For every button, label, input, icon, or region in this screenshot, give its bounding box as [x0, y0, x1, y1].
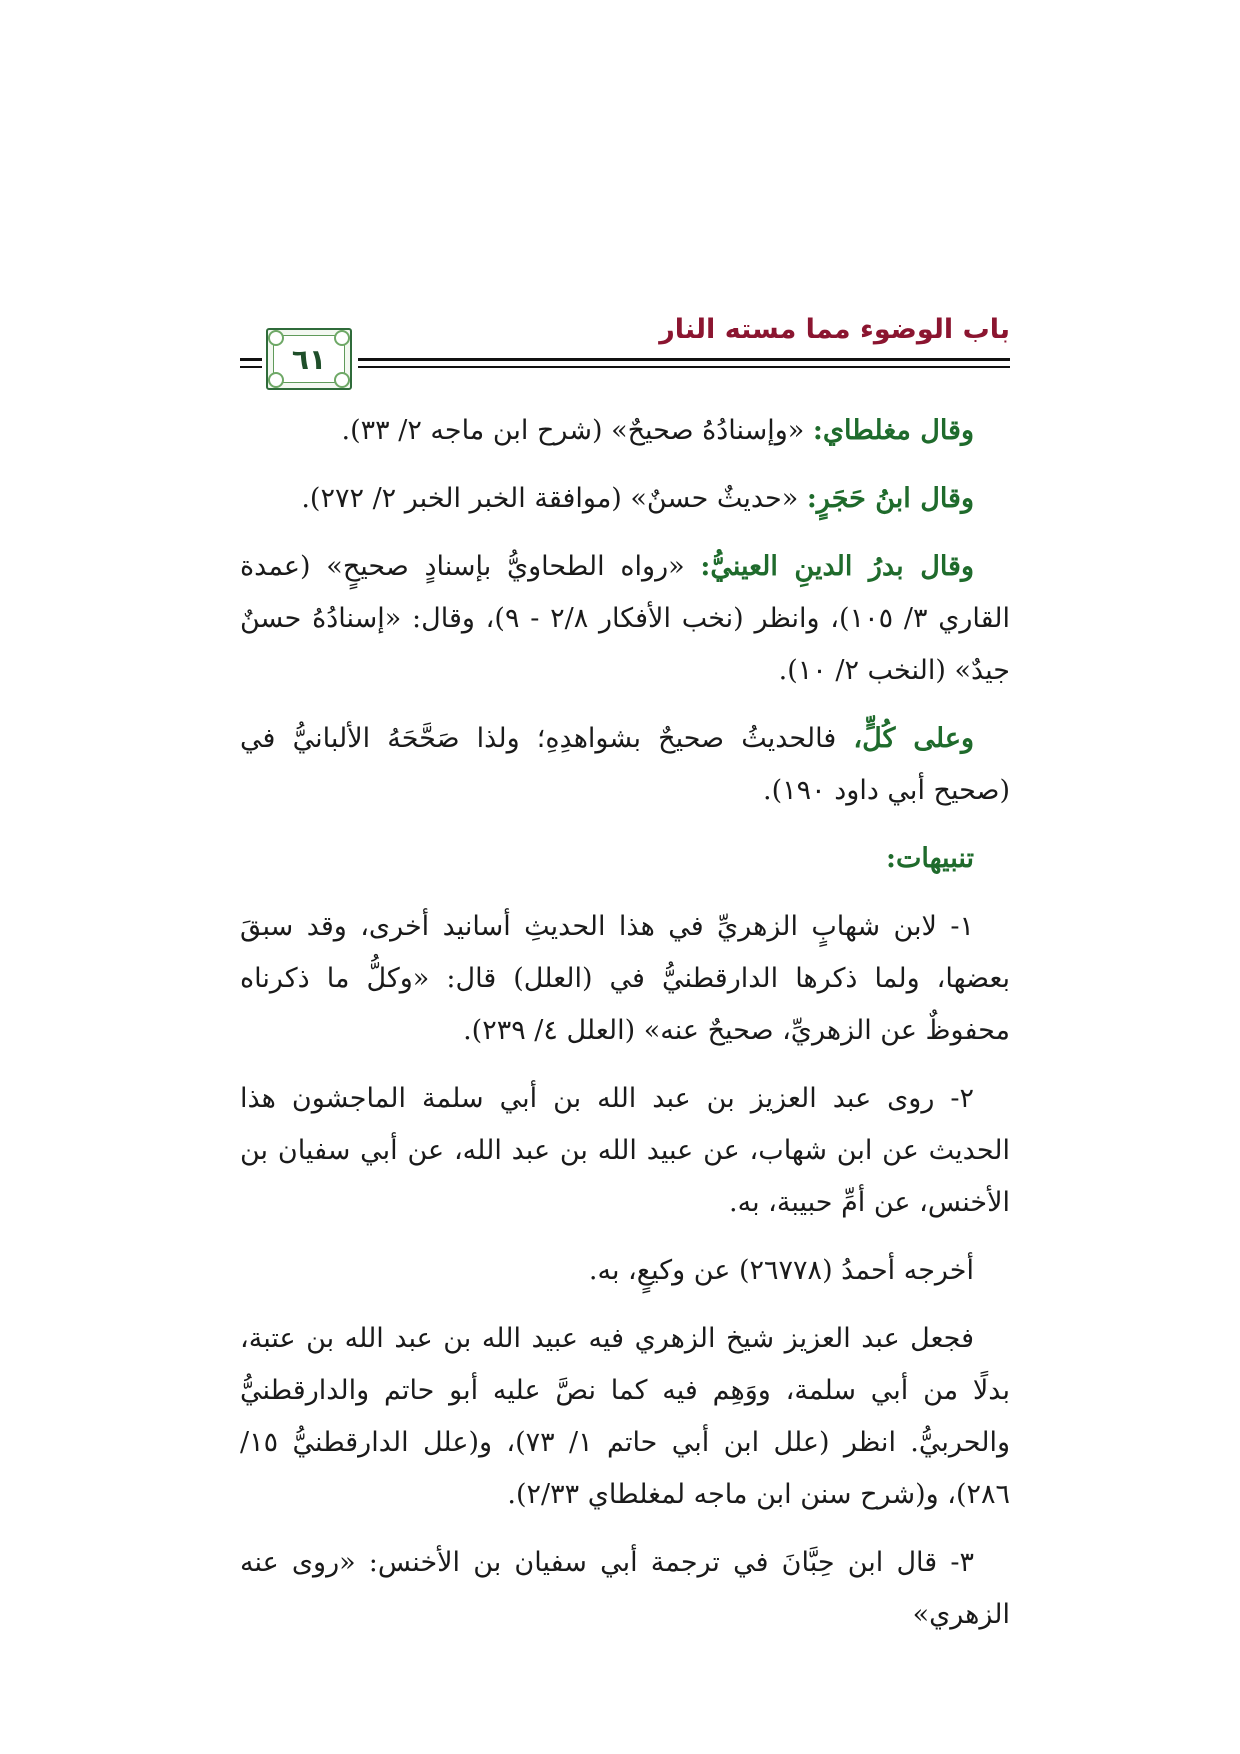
paragraph-text: «وإسنادُهُ صحيحٌ» (شرح ابن ماجه ٢/ ٣٣). — [341, 415, 813, 446]
paragraph-text: «رواه الطحاويُّ بإسنادٍ صحيحٍ» (عمدة القاري ٣/ ١٠٥)، وانظر (نخب الأفكار ٢/٨ - ٩)، وقال: «إسنادُهُ حسنٌ جيدٌ» (النخب ٢/ ١٠). — [240, 551, 1010, 686]
note-item: ٣- قال ابن حِبَّانَ في ترجمة أبي سفيان بن الأخنس: «روى عنه الزهري» — [240, 1547, 1010, 1630]
paragraph-text: «حديثٌ حسنٌ» (موافقة الخبر الخبر ٢/ ٢٧٢). — [301, 483, 807, 514]
page-number-frame-inner — [273, 335, 345, 383]
page-number-frame — [266, 328, 352, 390]
paragraph-text: فالحديثُ صحيحٌ بشواهدِهِ؛ ولذا صَحَّحَهُ الألبانيُّ في (صحيح أبي داود ١٩٠). — [240, 723, 1010, 806]
header-rule — [358, 358, 1010, 361]
paragraph — [240, 541, 1010, 697]
header-rule — [358, 366, 1010, 368]
speaker-label: وقال ابنُ حَجَرٍ: — [806, 483, 974, 514]
notes-heading: تنبيهات: — [885, 843, 974, 874]
paragraph — [240, 405, 1010, 457]
note-item: ١- لابن شهابٍ الزهريِّ في هذا الحديثِ أسانيد أخرى، وقد سبقَ بعضها، ولما ذكرها الدارقطنيُّ في (العلل) قال: «وكلُّ ما ذكرناه محفوظٌ عن الزهريِّ، صحيحٌ عنه» (العلل ٤/ ٢٣٩). — [240, 911, 1010, 1046]
chapter-title: باب الوضوء مما مسته النار — [659, 314, 1010, 345]
speaker-label: وقال بدرُ الدينِ العينيُّ: — [700, 551, 974, 582]
speaker-label: وعلى كُلٍّ، — [853, 723, 974, 754]
page-header — [240, 308, 1010, 388]
note-item: أخرجه أحمدُ (٢٦٧٧٨) عن وكيعٍ، به. — [588, 1255, 974, 1286]
paragraph — [240, 713, 1010, 817]
header-rule — [240, 358, 262, 361]
note-item: ٢- روى عبد العزيز بن عبد الله بن أبي سلمة الماجشون هذا الحديث عن ابن شهاب، عن عبيد الله بن عبد الله، عن أبي سفيان بن الأخنس، عن أمِّ حبيبة، به. — [240, 1083, 1010, 1218]
header-rule — [240, 366, 262, 368]
page-number: ٦١ — [291, 343, 327, 376]
paragraph — [240, 473, 1010, 525]
page-body — [240, 405, 1010, 1657]
speaker-label: وقال مغلطاي: — [812, 415, 974, 446]
note-item: فجعل عبد العزيز شيخ الزهري فيه عبيد الله بن عبد الله بن عتبة، بدلًا من أبي سلمة، ووَهِم فيه كما نصَّ عليه أبو حاتم والدارقطنيُّ والحربيُّ. انظر (علل ابن أبي حاتم ١/ ٧٣)، و(علل الدارقطنيُّ ١٥/ ٢٨٦)، و(شرح سنن ابن ماجه لمغلطاي ٢/٣٣). — [240, 1323, 1010, 1510]
